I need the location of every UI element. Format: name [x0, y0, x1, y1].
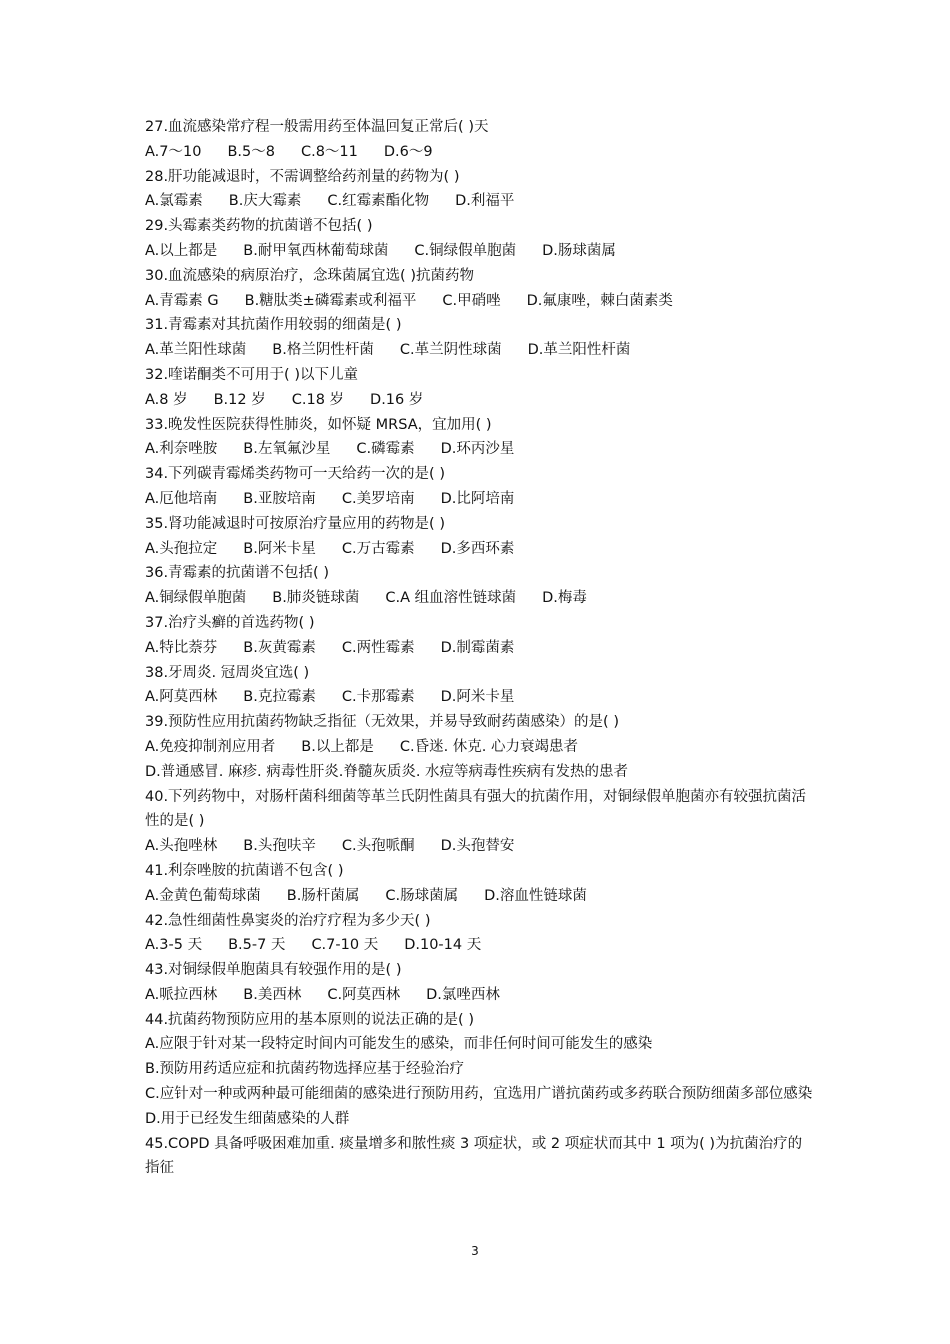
question-list: [145, 115, 815, 1181]
options-row: [145, 586, 815, 611]
question-block: [145, 661, 815, 711]
answer-option: A.7～10: [145, 143, 202, 160]
answer-option: A.利奈唑胺: [145, 441, 218, 458]
answer-option: C.昏迷. 休克. 心力衰竭患者: [399, 738, 579, 755]
options-row: [145, 983, 815, 1008]
answer-option: B.头孢呋辛: [243, 838, 316, 855]
answer-option: B.灰黄霉素: [243, 639, 316, 656]
question-block: [145, 909, 815, 959]
answer-option: D.溶血性链球菌: [484, 887, 587, 904]
question-block: [145, 1008, 815, 1132]
answer-option: A.金黄色葡萄球菌: [145, 887, 261, 904]
options-row: [145, 189, 815, 214]
answer-option: C.红霉素酯化物: [327, 193, 430, 210]
answer-option: D.梅毒: [542, 590, 587, 607]
answer-option: C.A 组血溶性链球菌: [385, 590, 517, 607]
answer-option: A.免疫抑制剂应用者: [145, 738, 276, 755]
answer-option: C.甲硝唑: [442, 292, 501, 309]
answer-option: B.12 岁: [213, 391, 266, 408]
answer-option: D.头孢替安: [440, 838, 515, 855]
options-row: [145, 834, 815, 859]
answer-option: B.阿米卡星: [243, 540, 316, 557]
options-row: [145, 388, 815, 413]
question-block: [145, 859, 815, 909]
answer-option: D.环丙沙星: [440, 441, 515, 458]
options-row: [145, 437, 815, 462]
answer-option: D.利福平: [455, 193, 515, 210]
question-block: [145, 710, 815, 784]
answer-option: A.厄他培南: [145, 490, 218, 507]
answer-option: A.3-5 天: [145, 937, 203, 954]
question-stem: 35.肾功能减退时可按原治疗量应用的药物是( ): [145, 515, 445, 532]
question-block: [145, 264, 815, 314]
answer-option: A.头孢唑林: [145, 838, 218, 855]
question-block: [145, 214, 815, 264]
options-row: [145, 239, 815, 264]
answer-option: B.亚胺培南: [243, 490, 316, 507]
answer-option: B.美西林: [243, 986, 302, 1003]
answer-option: C.阿莫西林: [327, 986, 401, 1003]
answer-option: D.6～9: [383, 143, 433, 160]
answer-option: D.阿米卡星: [440, 689, 515, 706]
question-stem: 34.下列碳青霉烯类药物可一天给药一次的是( ): [145, 466, 445, 483]
question-stem: 33.晚发性医院获得性肺炎，如怀疑 MRSA，宜加用( ): [145, 416, 492, 433]
answer-option: A.革兰阳性球菌: [145, 342, 247, 359]
answer-option: C.两性霉素: [341, 639, 415, 656]
answer-option: D.革兰阳性杆菌: [527, 342, 631, 359]
answer-option: D.氟康唑，棘白菌素类: [526, 292, 673, 309]
question-stem: 40.下列药物中，对肠杆菌科细菌等革兰氏阴性菌具有强大的抗菌作用，对铜绿假单胞菌亦有较强抗菌活性的是( ): [145, 788, 807, 830]
question-block: [145, 785, 815, 859]
answer-option: A.氯霉素: [145, 193, 203, 210]
question-stem: 29.头霉素类药物的抗菌谱不包括( ): [145, 218, 373, 235]
question-stem: 44.抗菌药物预防应用的基本原则的说法正确的是( ): [145, 1011, 474, 1028]
answer-option: C.磷霉素: [356, 441, 415, 458]
answer-option: A.8 岁: [145, 391, 188, 408]
options-row: [145, 735, 815, 760]
answer-option: C.头孢哌酮: [341, 838, 415, 855]
answer-option: C.美罗培南: [341, 490, 415, 507]
answer-option: B.肠杆菌属: [286, 887, 360, 904]
answer-option-line: D.普通感冒. 麻疹. 病毒性肝炎.脊髓灰质炎. 水痘等病毒性疾病有发热的患者: [145, 763, 629, 780]
question-stem: 38.牙周炎. 冠周炎宜选( ): [145, 664, 310, 681]
answer-option: D.多西环素: [440, 540, 515, 557]
question-stem: 42.急性细菌性鼻窦炎的治疗疗程为多少天( ): [145, 912, 431, 929]
answer-option: A.以上都是: [145, 242, 218, 259]
answer-option: B.以上都是: [301, 738, 374, 755]
answer-option: A.头孢拉定: [145, 540, 218, 557]
question-stem: 45.COPD 具备呼吸困难加重. 痰量增多和脓性痰 3 项症状，或 2 项症状而其中 1 项为( )为抗菌治疗的指征: [145, 1135, 803, 1177]
answer-option: B.耐甲氧西林葡萄球菌: [243, 242, 389, 259]
page-number: 3: [471, 1244, 479, 1258]
options-row: [145, 140, 815, 165]
answer-option: C.卡那霉素: [341, 689, 415, 706]
answer-option: A.青霉素 G: [145, 292, 219, 309]
question-stem: 39.预防性应用抗菌药物缺乏指征（无效果，并易导致耐药菌感染）的是( ): [145, 714, 619, 731]
answer-option: C.革兰阴性球菌: [399, 342, 502, 359]
question-stem: 30.血流感染的病原治疗，念珠菌属宜选( )抗菌药物: [145, 267, 474, 284]
answer-option: D.16 岁: [370, 391, 424, 408]
question-block: [145, 165, 815, 215]
answer-option: A.哌拉西林: [145, 986, 218, 1003]
question-block: [145, 363, 815, 413]
question-stem: 31.青霉素对其抗菌作用较弱的细菌是( ): [145, 317, 402, 334]
question-stem: 27.血流感染常疗程一般需用药至体温回复正常后( )天: [145, 119, 489, 135]
answer-option: C.万古霉素: [341, 540, 415, 557]
answer-option: D.氯唑西林: [426, 986, 500, 1003]
question-stem: 37.治疗头癣的首选药物( ): [145, 614, 315, 631]
answer-option: D.比阿培南: [440, 490, 515, 507]
question-stem: 32.喹诺酮类不可用于( )以下儿童: [145, 366, 358, 383]
question-block: [145, 958, 815, 1008]
question-block: [145, 115, 815, 165]
answer-option: D.肠球菌属: [542, 242, 616, 259]
answer-option: D.制霉菌素: [440, 639, 515, 656]
question-stem: 28.肝功能减退时，不需调整给药剂量的药物为( ): [145, 168, 460, 185]
answer-option: B.庆大霉素: [228, 193, 302, 210]
answer-option-line: C.应针对一种或两种最可能细菌的感染进行预防用药，宜选用广谱抗菌药或多药联合预防细菌多部位感染: [145, 1086, 813, 1103]
options-row: [145, 537, 815, 562]
answer-option: A.阿莫西林: [145, 689, 218, 706]
answer-option: A.特比萘芬: [145, 639, 218, 656]
question-block: [145, 561, 815, 611]
answer-option: C.铜绿假单胞菌: [414, 242, 517, 259]
answer-option: C.肠球菌属: [385, 887, 459, 904]
answer-option: B.克拉霉素: [243, 689, 316, 706]
question-stem: 41.利奈唑胺的抗菌谱不包含( ): [145, 862, 344, 879]
options-row: [145, 636, 815, 661]
question-stem: 36.青霉素的抗菌谱不包括( ): [145, 565, 329, 582]
answer-option: A.铜绿假单胞菌: [145, 590, 247, 607]
question-block: [145, 512, 815, 562]
options-row: [145, 685, 815, 710]
question-block: [145, 611, 815, 661]
answer-option: B.5-7 天: [228, 937, 286, 954]
question-block: [145, 313, 815, 363]
answer-option: B.肺炎链球菌: [272, 590, 360, 607]
question-block: [145, 462, 815, 512]
answer-option: D.10-14 天: [404, 937, 482, 954]
answer-option-line: B.预防用药适应症和抗菌药物选择应基于经验治疗: [145, 1061, 465, 1078]
question-block: [145, 1132, 815, 1182]
options-row: [145, 884, 815, 909]
options-row: [145, 933, 815, 958]
answer-option: B.左氧氟沙星: [243, 441, 331, 458]
answer-option: C.18 岁: [291, 391, 345, 408]
question-block: [145, 413, 815, 463]
answer-option: B.格兰阴性杆菌: [272, 342, 374, 359]
answer-option: B.糖肽类±磷霉素或利福平: [244, 292, 417, 309]
answer-option: B.5～8: [227, 143, 275, 160]
answer-option-line: A.应限于针对某一段特定时间内可能发生的感染，而非任何时间可能发生的感染: [145, 1036, 653, 1053]
answer-option: C.8～11: [300, 143, 358, 160]
question-stem: 43.对铜绿假单胞菌具有较强作用的是( ): [145, 962, 402, 979]
answer-option-line: D.用于已经发生细菌感染的人群: [145, 1110, 350, 1127]
options-row: [145, 338, 815, 363]
options-row: [145, 487, 815, 512]
answer-option: C.7-10 天: [311, 937, 379, 954]
options-row: [145, 289, 815, 314]
